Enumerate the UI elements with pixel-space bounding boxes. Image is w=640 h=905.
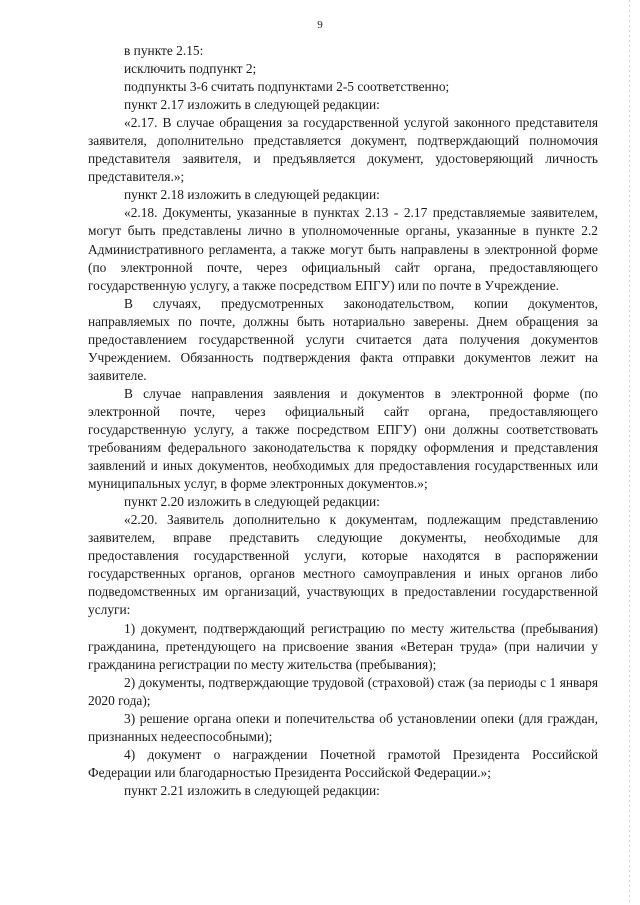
body-paragraph: 2) документы, подтверждающие трудовой (страховой) стаж (за периоды с 1 января 2020 года); <box>88 674 598 708</box>
body-paragraph: «2.20. Заявитель дополнительно к документам, подлежащим представлению заявителем, вправе представить следующие документы, необходимые для предоставления государственной услуги, которые находятся в распоряжении государственных органов, органов местного самоуправления и иных органов либо подведомственных им организаций, участвующих в предоставлении государственной услуги: <box>88 512 598 618</box>
body-paragraph: 1) документ, подтверждающий регистрацию по месту жительства (пребывания) гражданина, претендующего на присвоение звания «Ветеран труда» (при наличии у гражданина регистрации по месту жительства (пребывания); <box>88 620 598 672</box>
instruction-line: в пункте 2.15: <box>124 43 204 58</box>
instruction-line: подпункты 3-6 считать подпунктами 2-5 соответственно; <box>124 79 450 95</box>
instruction-line: пункт 2.21 изложить в следующей редакции: <box>124 782 380 798</box>
body-paragraph: В случае направления заявления и документов в электронной форме (по электронной почте, через официальный сайт органа, предоставляющего государственную услугу, а также посредством ЕПГУ) они должны соответствовать требованиям федерального законодательства к порядку оформления и представления заявлений и иных документов, необходимых для предоставления государственных или муниципальных услуг, в форме электронных документов.»; <box>88 385 598 492</box>
document-body <box>88 42 598 800</box>
instruction-line: пункт 2.17 изложить в следующей редакции: <box>124 97 380 113</box>
scan-edge <box>629 0 630 905</box>
instruction-line: исключить подпункт 2; <box>124 61 257 77</box>
body-paragraph: 3) решение органа опеки и попечительства об установлении опеки (для граждан, признанных недееспособными); <box>88 710 598 744</box>
body-paragraph: В случаях, предусмотренных законодательством, копии документов, направляемых по почте, должны быть нотариально заверены. Днем обращения за предоставлением государственной услуги считается дата получения документов Учреждением. Обязанность подтверждения факта отправки документов лежит на заявителе. <box>88 295 598 383</box>
body-paragraph: «2.18. Документы, указанные в пунктах 2.13 - 2.17 представляемые заявителем, могут быть представлены лично в уполномоченные органы, указанные в пункте 2.2 Административного регламента, а также могут быть направлены в электронной форме (по электронной почте, через официальный сайт органа, предоставляющего государственную услугу, а также посредством ЕПГУ) или по почте в Учреждение. <box>88 205 598 293</box>
instruction-line: пункт 2.20 изложить в следующей редакции: <box>124 494 380 510</box>
instruction-line: пункт 2.18 изложить в следующей редакции: <box>124 187 380 203</box>
body-paragraph: «2.17. В случае обращения за государственной услугой законного представителя заявителя, дополнительно представляется документ, подтверждающий полномочия представителя заявителя, и предъявляется документ, удостоверяющий личность представителя.»; <box>88 115 598 185</box>
page-number: 9 <box>317 19 323 31</box>
body-paragraph: 4) документ о награждении Почетной грамотой Президента Российской Федерации или благодарностью Президента Российской Федерации.»; <box>88 746 598 780</box>
